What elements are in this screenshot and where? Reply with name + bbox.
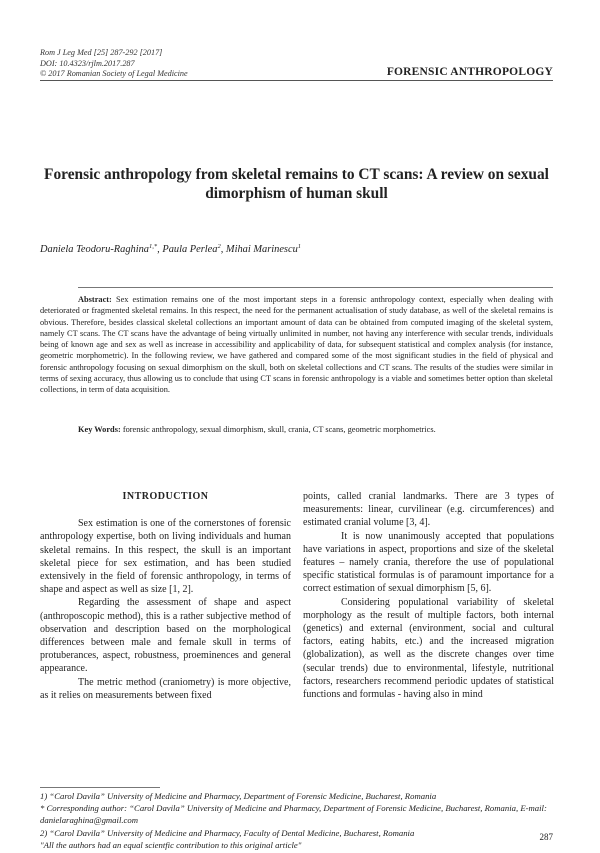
section-label: FORENSIC ANTHROPOLOGY [386, 66, 553, 78]
author-1: Daniela Teodoru-Raghina [40, 244, 150, 255]
intro-paragraph-1: Sex estimation is one of the cornerstones of forensic anthropology expertise, both on living individuals and human skeletal remains. In this respect, the skull is an important skeletal piece for sex estimation, and has been studied extensively in the field of forensic anthropology, in terms of shape and aspect as well as size [1, 2]. [40, 518, 291, 596]
paper-title-line-2: dimorphism of human skull [205, 185, 388, 202]
paper-title [40, 165, 553, 203]
right-column [303, 490, 554, 701]
author-list: Daniela Teodoru-Raghina$^{1,*}$, Paula Perlea$^2$, Mihai Marinescu$^1$ [40, 243, 302, 255]
author-2: Paula Perlea [162, 244, 218, 255]
abstract-text: Sex estimation remains one of the most important steps in a forensic anthropology context, especially when dealing with deteriorated or fragmented skeletal remains. In this respect, the need for the permanent actualisation of study database, as well of the skeletal remains is obvious. Therefore, besides classical skeletal collections an important amount of data can be obtained from computed imaging of the skeletal system, namely CT scans. The CT scans have the advantage of being virtually unlimited in number, not having any interference with secular trends, individuals being of known age and sex as well as increase in accessibility and applicability of data, for subsequent statistical and complex analysis (for instance, geometric morphometric). In the following review, we have gathered and compared some of the most significant studies in the field of physical and forensic anthropology focusing on sexual dimorphism on the skull, both on skeletal collections and CT scans. The results of the studies were similar in terms of sexing accuracy, thus allowing us to conclude that using CT scans in forensic anthropology is a viable and sometimes better option than skeletal collections, in term of data acquisition. [40, 295, 553, 395]
abstract-label: Abstract: [78, 295, 112, 304]
author-1-affiliation: 1,* [149, 243, 158, 250]
journal-citation: Rom J Leg Med [25] 287-292 [2017] [40, 48, 163, 57]
abstract [40, 294, 553, 396]
intro-paragraph-4: It is now unanimously accepted that populations have variations in aspect, proportions and size of the skeletal features – namely crania, therefore the use of populational specific statistical formulas is of paramount importance for a correct estimation of sexual dimorphism [5, 6]. [303, 530, 554, 595]
intro-paragraph-3: The metric method (craniometry) is more objective, as it relies on measurements between fixed [40, 676, 291, 701]
keywords [40, 424, 553, 435]
author-3: Mihai Marinescu [225, 244, 298, 255]
footnote-divider [40, 787, 160, 788]
footnote-contribution: "All the authors had an equal scientfic contribution to this original article" [40, 839, 302, 850]
intro-paragraph-3-continued: points, called cranial landmarks. There are 3 types of measurements: linear, curvilinear (e.g. circumferences) and estimated cranial volume [3, 4]. [303, 491, 554, 529]
left-column [40, 490, 291, 702]
section-heading-introduction: INTRODUCTION [122, 491, 209, 502]
header-divider [40, 80, 553, 81]
page-number: 287 [539, 832, 553, 842]
journal-copyright: © 2017 Romanian Society of Legal Medicine [40, 69, 188, 78]
footnote-corresponding-author: * Corresponding author: “Carol Davila” University of Medicine and Pharmacy, Department of Forensic Medicine, Bucharest, Romania, E-mail: danielaraghina@gmail.com [40, 803, 547, 826]
author-2-affiliation: 2 [217, 243, 221, 250]
footnote-affiliation-2: 2) “Carol Davila” University of Medicine and Pharmacy, Faculty of Dental Medicine, Bucharest, Romania [40, 827, 415, 838]
keywords-text: forensic anthropology, sexual dimorphism, skull, crania, CT scans, geometric morphometrics. [122, 425, 436, 434]
intro-paragraph-5: Considering populational variability of skeletal morphology as the result of multiple factors, both internal (genetics) and external (environment, social and cultural factors, eating habits, etc.) and the increased migration (globalization), as well as the discrete changes over time (secular trends) due to environmental, lifestyle, nutritional factors, researchers recommend periodic updates of statistical functions and formulas - having also in mind [303, 596, 554, 701]
journal-doi: DOI: 10.4323/rjlm.2017.287 [40, 58, 135, 68]
footnote-affiliation-1: 1) “Carol Davila” University of Medicine and Pharmacy, Department of Forensic Medicine, Bucharest, Romania [40, 791, 437, 801]
author-3-affiliation: 1 [297, 243, 302, 250]
journal-meta [40, 48, 188, 80]
abstract-divider [78, 287, 553, 288]
keywords-label: Key Words: [78, 425, 121, 434]
intro-paragraph-2: Regarding the assessment of shape and aspect (anthroposcopic method), this is a rather subjective method of observation and description based on the morphological differences between male and female skull in terms of protuberances, aspect, robustness, proeminences and general appearance. [40, 597, 291, 675]
paper-title-line-1: Forensic anthropology from skeletal remains to CT scans: A review on sexual [44, 166, 549, 183]
footnotes [40, 790, 553, 851]
